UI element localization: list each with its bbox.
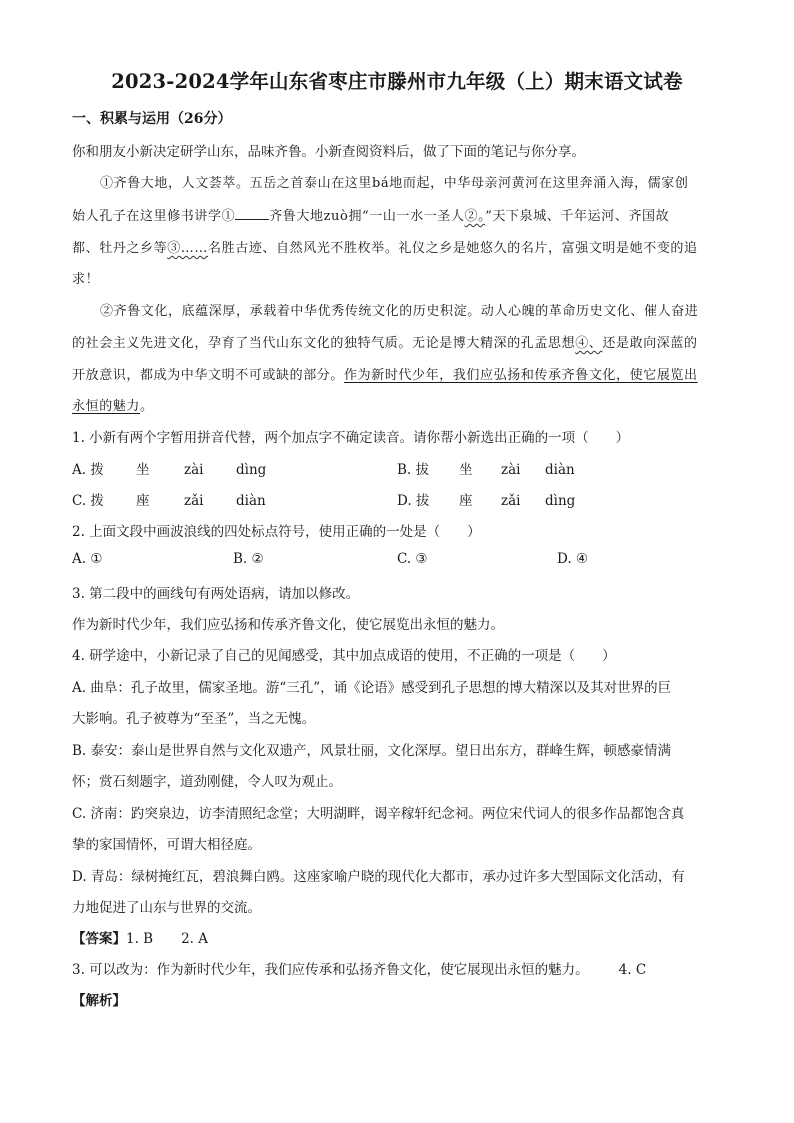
question-1: 1. 小新有两个字暂用拼音代替，两个加点字不确定读音。请你帮小新选出正确的一项（ ） [72, 430, 630, 446]
answer-label: 【答案】 [72, 931, 126, 947]
question-2: 2. 上面文段中画波浪线的四处标点符号，使用正确的一处是（ ） [72, 524, 481, 540]
q4-option-a-line2: 大影响。孔子被尊为“至圣”，当之无愧。 [72, 711, 316, 727]
passage-p1-line3: 都、牡丹之乡等③……名胜古迹、自然风光不胜枚举。礼仪之乡是她悠久的名片，富强文明是她不变的追 [72, 241, 698, 256]
passage-p2-line3: 开放意识，都成为中华文明不可或缺的部分。作为新时代少年，我们应弘扬和传承齐鲁文化，使它展览出 [72, 368, 698, 383]
analysis-label: 【解析】 [72, 993, 126, 1009]
q2-option-b: B. ② [233, 551, 264, 567]
passage-p1-line4: 求！ [72, 272, 100, 287]
question-3-sentence: 作为新时代少年，我们应弘扬和传承齐鲁文化，使它展览出永恒的魅力。 [72, 617, 504, 633]
q4-option-c-line2: 挚的家国情怀，可谓大相径庭。 [72, 837, 261, 853]
fill-blank [235, 210, 269, 220]
passage-p2-line1: ②齐鲁文化，底蕴深厚，承载着中华优秀传统文化的历史积淀。动人心魄的革命历史文化、催人奋进 [100, 304, 699, 319]
passage-p1-line1: ①齐鲁大地，人文荟萃。五岳之首泰山在这里bá地而起，中华母亲河黄河在这里奔涌入海，儒家创 [100, 176, 689, 191]
question-3: 3. 第二段中的画线句有两处语病，请加以修改。 [72, 586, 360, 602]
q1-option-b: B. 拔 坐 zài diàn [397, 462, 575, 478]
q2-option-c: C. ③ [397, 551, 428, 567]
underlined-sentence: 作为新时代少年，我们应弘扬和传承齐鲁文化，使它展览出 [344, 368, 698, 383]
q4-option-c-line1: C. 济南：趵突泉边，访李清照纪念堂；大明湖畔，谒辛稼轩纪念祠。两位宋代词人的很多作品都饱含真 [72, 806, 685, 822]
q4-option-b-line2: 怀；赏石刻题字，道劲刚健，令人叹为观止。 [72, 774, 342, 790]
q2-option-a: A. ① [72, 551, 103, 567]
q1-option-a: A. 拨 坐 zài dìng [72, 462, 267, 478]
q4-option-b-line1: B. 泰安：泰山是世界自然与文化双遗产，风景壮丽，文化深厚。望日出东方，群峰生辉，顿感豪情满 [72, 743, 672, 759]
q4-option-d-line1: D. 青岛：绿树掩红瓦，碧浪舞白鸥。这座家喻户晓的现代化大都市，承办过许多大型国际文化活动，有 [72, 869, 685, 885]
answer-line-2: 3. 可以改为：作为新时代少年，我们应传承和弘扬齐鲁文化，使它展现出永恒的魅力。 4. C [72, 962, 647, 978]
intro-text: 你和朋友小新决定研学山东，品味齐鲁。小新查阅资料后，做了下面的笔记与你分享。 [72, 144, 585, 160]
passage-p1-line2: 始人孔子在这里修书讲学① 齐鲁大地zuò拥“一山一水一圣人②。”天下泉城、千年运河、齐国故 [72, 209, 670, 224]
q4-option-a-line1: A. 曲阜：孔子故里，儒家圣地。游“三孔”，诵《论语》感受到孔子思想的博大精深以及其对世界的巨 [72, 680, 672, 696]
question-4: 4. 研学途中，小新记录了自己的见闻感受，其中加点成语的使用，不正确的一项是（ ） [72, 648, 616, 664]
page-title: 2023-2024学年山东省枣庄市滕州市九年级（上）期末语文试卷 [111, 70, 683, 93]
q1-option-c: C. 拨 座 zǎi diàn [72, 493, 266, 509]
answer-line-1: 【答案】1. B 2. A [72, 931, 209, 947]
section-heading: 一、积累与运用（26分） [72, 111, 232, 127]
passage-p2-line2: 的社会主义先进文化，孕育了当代山东文化的独特气质。无论是博大精深的孔孟思想④、还是敢向深蓝的 [72, 336, 698, 351]
q1-option-d: D. 拔 座 zǎi dìng [397, 493, 576, 509]
q4-option-d-line2: 力地促进了山东与世界的交流。 [72, 900, 261, 916]
passage-p2-line4: 永恒的魅力。 [72, 399, 154, 414]
q2-option-d: D. ④ [557, 551, 589, 567]
